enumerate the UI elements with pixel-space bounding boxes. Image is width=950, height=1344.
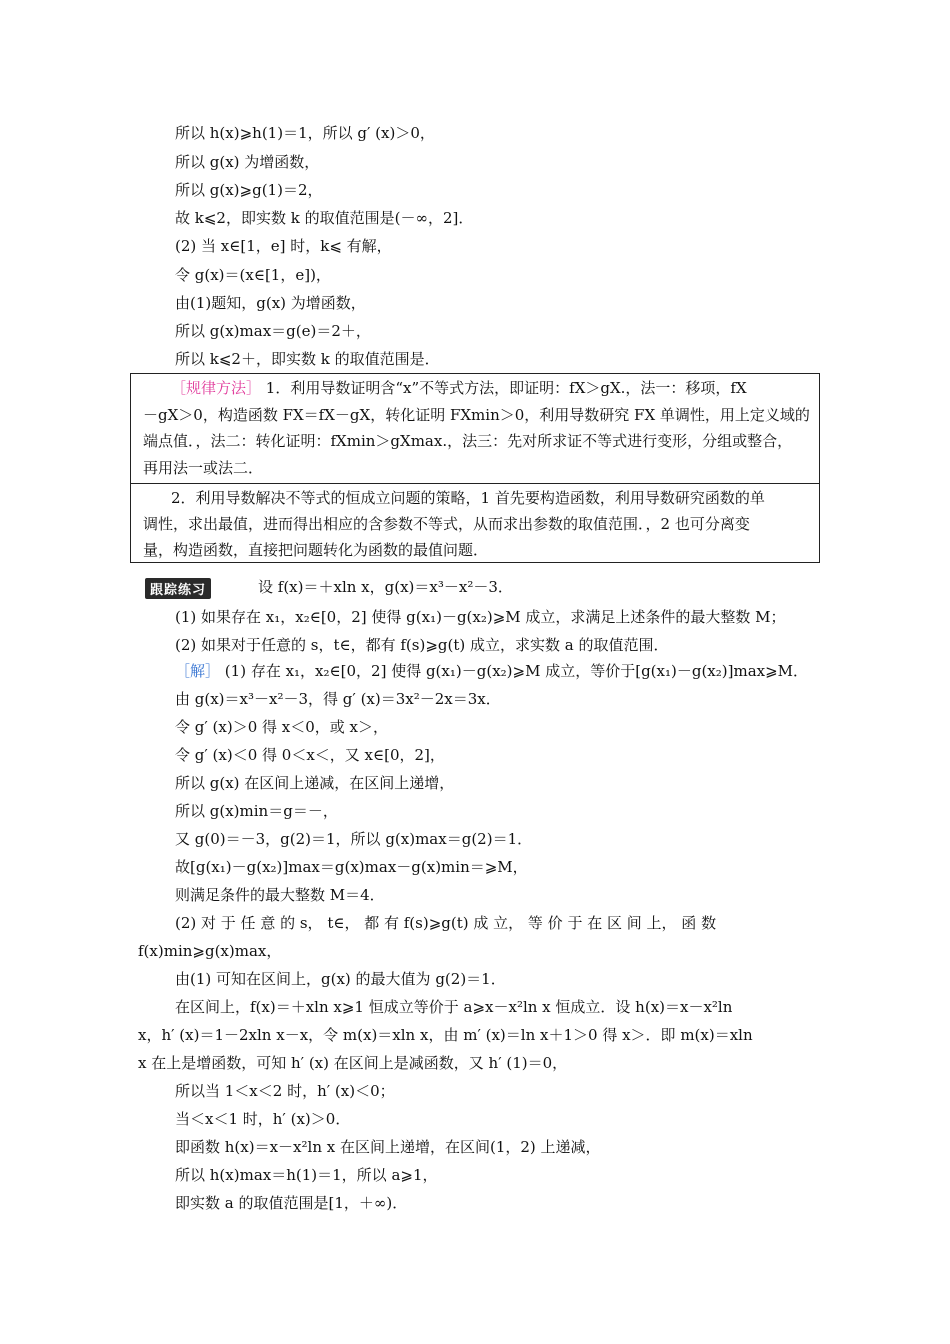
question-line: (1) 如果存在 x₁，x₂∈[0，2] 使得 g(x₁)－g(x₂)⩾M 成立，求满足上述条件的最大整数 M；	[175, 608, 786, 626]
solution-line: x，h′ (x)＝1－2xln x－x，令 m(x)＝xln x，由 m′ (x)＝ln x＋1＞0 得 x＞．即 m(x)＝xln	[138, 1026, 753, 1044]
method-line: 调性，求出最值，进而得出相应的含参数不等式，从而求出参数的取值范围．，2 也可分离变	[143, 515, 750, 533]
solution-line: 即函数 h(x)＝x－x²ln x 在区间上递增，在区间(1，2) 上递减，	[175, 1138, 601, 1156]
solution-line: 在区间上，f(x)＝＋xln x⩾1 恒成立等价于 a⩾x－x²ln x 恒成立．设 h(x)＝x－x²ln	[175, 998, 733, 1016]
solution-line: 令 g′ (x)＜0 得 0＜x＜，又 x∈[0，2]，	[175, 746, 445, 764]
method-line: 再用法一或法二．	[143, 459, 264, 477]
solution-line: 故[g(x₁)－g(x₂)]max＝g(x)max－g(x)min＝⩾M，	[175, 858, 528, 876]
text-line: 令 g(x)＝(x∈[1，e])，	[175, 266, 331, 284]
solution-line: 则满足条件的最大整数 M＝4．	[175, 886, 385, 904]
method-line: 端点值．，法二：转化证明：fXmin＞gXmax.，法三：先对所求证不等式进行变形，分组或整合，	[143, 432, 793, 450]
solution-line: f(x)min⩾g(x)max，	[138, 942, 282, 960]
solution-line: 又 g(0)＝－3，g(2)＝1，所以 g(x)max＝g(2)＝1．	[175, 830, 533, 848]
text-line: 所以 g(x)max＝g(e)＝2＋，	[175, 322, 371, 340]
text-line: 所以 h(x)⩾h(1)＝1，所以 g′ (x)＞0，	[175, 124, 435, 142]
method-line: 量，构造函数，直接把问题转化为函数的最值问题．	[143, 541, 489, 559]
solution-line: 当＜x＜1 时，h′ (x)＞0．	[175, 1110, 351, 1128]
text-line: 故 k⩽2，即实数 k 的取值范围是(－∞，2]．	[175, 209, 474, 227]
solution-line: 即实数 a 的取值范围是[1，＋∞)．	[175, 1194, 408, 1212]
box-divider	[131, 483, 819, 484]
question-line: (2) 如果对于任意的 s，t∈，都有 f(s)⩾g(t) 成立，求实数 a 的取值范围．	[175, 636, 669, 654]
method-line	[171, 377, 747, 399]
method-text: 1．利用导数证明含“x”不等式方法，即证明：fX＞gX.，法一：移项，fX	[265, 379, 747, 397]
solution-line: 所以 g(x) 在区间上递减，在区间上递增，	[175, 774, 455, 792]
text-line: 所以 k⩽2＋，即实数 k 的取值范围是．	[175, 350, 440, 368]
method-line: －gX＞0，构造函数 FX＝fX－gX，转化证明 FXmin＞0，利用导数研究 FX 单调性，用上定义域的	[143, 406, 810, 424]
text-line: 由(1)题知，g(x) 为增函数，	[175, 294, 366, 312]
method-tag: ［规律方法］	[171, 379, 262, 397]
text-line: 所以 g(x) 为增函数，	[175, 153, 320, 171]
solution-line: (2) 对 于 任 意 的 s， t∈， 都 有 f(s)⩾g(t) 成 立， 等 价 于 在 区 间 上， 函 数	[175, 914, 717, 932]
solution-line	[175, 660, 808, 682]
method-box	[130, 373, 820, 563]
text-line: (2) 当 x∈[1，e] 时，k⩽ 有解，	[175, 237, 392, 255]
text-line: 所以 g(x)⩾g(1)＝2，	[175, 181, 323, 199]
solution-tag: ［解］	[175, 662, 221, 680]
solution-line: 所以当 1＜x＜2 时，h′ (x)＜0；	[175, 1082, 395, 1100]
solution-line: x 在上是增函数，可知 h′ (x) 在区间上是减函数，又 h′ (1)＝0，	[138, 1054, 568, 1072]
solution-line: 所以 h(x)max＝h(1)＝1，所以 a⩾1，	[175, 1166, 438, 1184]
solution-text: (1) 存在 x₁，x₂∈[0，2] 使得 g(x₁)－g(x₂)⩾M 成立，等价于[g(x₁)－g(x₂)]max⩾M．	[224, 662, 809, 680]
solution-line: 所以 g(x)min＝g＝－，	[175, 802, 338, 820]
exercise-intro: 设 f(x)＝＋xln x，g(x)＝x³－x²－3．	[258, 578, 513, 596]
method-line: 2．利用导数解决不等式的恒成立问题的策略，1 首先要构造函数，利用导数研究函数的单	[171, 489, 765, 507]
solution-line: 令 g′ (x)＞0 得 x＜0，或 x＞，	[175, 718, 389, 736]
solution-line: 由 g(x)＝x³－x²－3，得 g′ (x)＝3x²－2x＝3x．	[175, 690, 501, 708]
exercise-tag: 跟踪练习	[145, 578, 211, 599]
solution-line: 由(1) 可知在区间上，g(x) 的最大值为 g(2)＝1．	[175, 970, 506, 988]
